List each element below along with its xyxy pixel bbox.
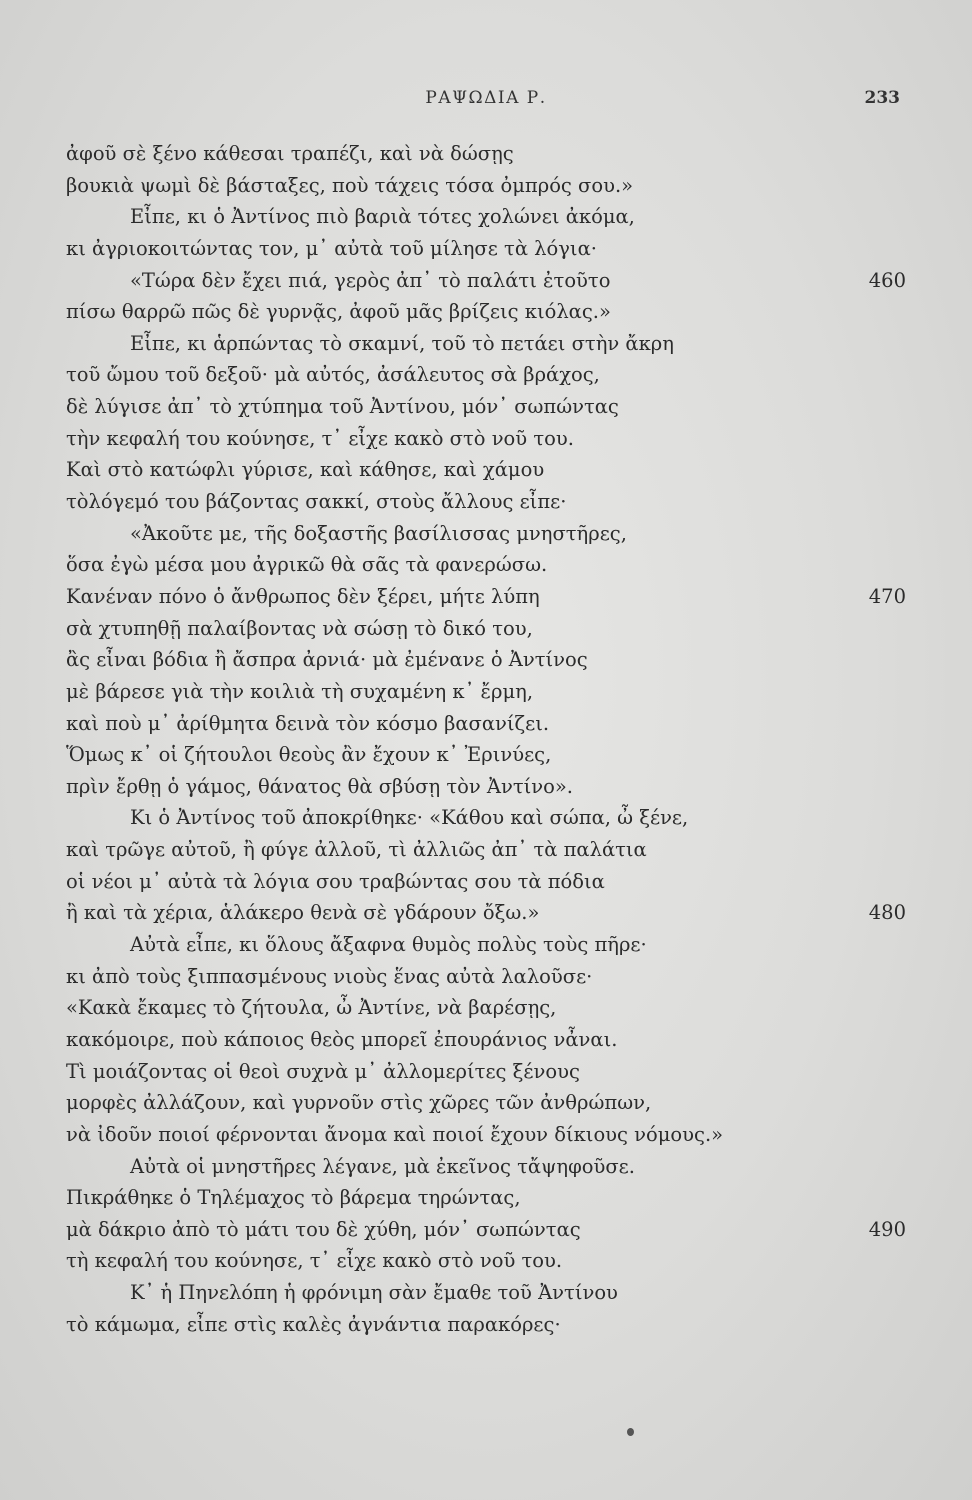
verse-text: ὅσα ἐγὼ μέσα μου ἀγρικῶ θὰ σᾶς τὰ φανερώσω.	[66, 553, 548, 577]
verse-text: τὸλόγεμό του βάζοντας σακκί, στοὺς ἄλλους εἶπε·	[66, 490, 567, 514]
verse-text: νὰ ἰδοῦν ποιοί φέρνονται ἄνομα καὶ ποιοί ἔχουν δίκιους νόμους.»	[66, 1122, 724, 1146]
verse-block	[66, 138, 906, 1340]
verse-line	[66, 1277, 906, 1309]
verse-text: Εἶπε, κι ἁρπώντας τὸ σκαμνί, τοῦ τὸ πετάει στὴν ἄκρη	[130, 331, 674, 355]
line-number: 480	[868, 901, 906, 925]
verse-line	[66, 233, 906, 265]
verse-line	[66, 138, 906, 170]
verse-line	[66, 549, 906, 581]
verse-text: Ὅμως κ᾽ οἱ ζήτουλοι θεοὺς ἂν ἔχουν κ᾽ Ἐρινύες,	[66, 743, 552, 767]
verse-line	[66, 1309, 906, 1341]
verse-line	[66, 802, 906, 834]
verse-text: σὰ χτυπηθῇ παλαίβοντας νὰ σώσῃ τὸ δικό του,	[66, 616, 533, 640]
verse-text: Τὶ μοιάζοντας οἱ θεοὶ συχνὰ μ᾽ ἀλλομερίτες ξένους	[66, 1059, 580, 1083]
verse-line	[66, 771, 906, 803]
verse-text: Κι ὁ Ἀντίνος τοῦ ἀποκρίθηκε· «Κάθου καὶ σώπα, ὦ ξένε,	[130, 806, 689, 830]
verse-line	[66, 1056, 906, 1088]
verse-line	[66, 644, 906, 676]
line-number: 490	[868, 1217, 906, 1241]
verse-line	[66, 1214, 906, 1246]
verse-text: βουκιὰ ψωμὶ δὲ βάσταξες, ποὺ τάχεις τόσα ὀμπρός σου.»	[66, 173, 634, 197]
verse-line	[66, 581, 906, 613]
verse-text: κακόμοιρε, ποὺ κάποιος θεὸς μπορεῖ ἐπουράνιος νἆναι.	[66, 1027, 618, 1051]
verse-text: ἂς εἶναι βόδια ἢ ἄσπρα ἀρνιά· μὰ ἐμένανε ὁ Ἀντίνος	[66, 648, 588, 672]
verse-text: τοῦ ὤμου τοῦ δεξοῦ· μὰ αὐτός, ἀσάλευτος σὰ βράχος,	[66, 363, 600, 387]
verse-text: «Τώρα δὲν ἔχει πιά, γερὸς ἀπ᾽ τὸ παλάτι ἐτοῦτο	[130, 268, 611, 292]
verse-line	[66, 866, 906, 898]
verse-text: τὴν κεφαλή του κούνησε, τ᾽ εἶχε κακὸ στὸ νοῦ του.	[66, 426, 574, 450]
verse-text: κι ἀπὸ τοὺς ξιππασμένους νιοὺς ἕνας αὐτὰ λαλοῦσε·	[66, 964, 593, 988]
line-number: 470	[868, 584, 906, 608]
verse-line	[66, 961, 906, 993]
verse-line	[66, 359, 906, 391]
verse-text: ἀφοῦ σὲ ξένο κάθεσαι τραπέζι, καὶ νὰ δώσῃς	[66, 142, 514, 165]
verse-text: κι ἀγριοκοιτώντας τον, μ᾽ αὐτὰ τοῦ μίλησε τὰ λόγια·	[66, 236, 597, 260]
verse-line	[66, 265, 906, 297]
verse-line	[66, 328, 906, 360]
verse-line	[66, 708, 906, 740]
verse-line	[66, 929, 906, 961]
verse-text: μὰ δάκριο ἀπὸ τὸ μάτι του δὲ χύθη, μόν᾽ σωπώντας	[66, 1217, 581, 1241]
verse-text: Καὶ στὸ κατώφλι γύρισε, καὶ κάθησε, καὶ χάμου	[66, 458, 545, 482]
verse-text: τὸ κάμωμα, εἶπε στὶς καλὲς ἀγνάντια παρακόρες·	[66, 1312, 561, 1336]
verse-line	[66, 391, 906, 423]
verse-text: τὴ κεφαλή του κούνησε, τ᾽ εἶχε κακὸ στὸ νοῦ του.	[66, 1249, 563, 1273]
verse-text: Κανέναν πόνο ὁ ἄνθρωπος δὲν ξέρει, μήτε λύπη	[66, 584, 540, 608]
verse-text: καὶ τρῶγε αὐτοῦ, ἢ φύγε ἀλλοῦ, τὶ ἀλλιῶς ἀπ᾽ τὰ παλάτια	[66, 838, 647, 862]
verse-text: πίσω θαρρῶ πῶς δὲ γυρνᾷς, ἀφοῦ μᾶς βρίζεις κιόλας.»	[66, 300, 611, 324]
verse-line	[66, 1087, 906, 1119]
verse-line	[66, 992, 906, 1024]
ink-dot	[627, 1428, 634, 1436]
verse-line	[66, 834, 906, 866]
verse-line	[66, 518, 906, 550]
verse-text: μορφὲς ἀλλάζουν, καὶ γυρνοῦν στὶς χῶρες τῶν ἀνθρώπων,	[66, 1091, 652, 1115]
verse-line	[66, 201, 906, 233]
verse-text: «Κακὰ ἔκαμες τὸ ζήτουλα, ὦ Ἀντίνε, νὰ βαρέσῃς,	[66, 996, 557, 1020]
verse-line	[66, 423, 906, 455]
verse-text: πρὶν ἔρθῃ ὁ γάμος, θάνατος θὰ σβύσῃ τὸν Ἀντίνο».	[66, 774, 574, 798]
page-number: 233	[864, 88, 900, 108]
verse-line	[66, 170, 906, 202]
verse-line	[66, 613, 906, 645]
verse-text: καὶ ποὺ μ᾽ ἀρίθμητα δεινὰ τὸν κόσμο βασανίζει.	[66, 711, 550, 735]
verse-text: Αὐτὰ εἶπε, κι ὅλους ἄξαφνα θυμὸς πολὺς τοὺς πῆρε·	[130, 933, 647, 957]
line-number: 460	[868, 268, 906, 292]
verse-text: οἱ νέοι μ᾽ αὐτὰ τὰ λόγια σου τραβώντας σου τὰ πόδια	[66, 869, 605, 893]
verse-text: Πικράθηκε ὁ Τηλέμαχος τὸ βάρεμα τηρώντας,	[66, 1186, 521, 1210]
verse-line	[66, 486, 906, 518]
verse-text: «Ἀκοῦτε με, τῆς δοξαστῆς βασίλισσας μνηστῆρες,	[130, 521, 627, 545]
verse-line	[66, 676, 906, 708]
verse-line	[66, 1151, 906, 1183]
running-header: ΡΑΨΩΔΙΑ Ρ.	[425, 88, 547, 108]
verse-text: δὲ λύγισε ἀπ᾽ τὸ χτύπημα τοῦ Ἀντίνου, μόν᾽ σωπώντας	[66, 395, 619, 419]
verse-line	[66, 296, 906, 328]
verse-line	[66, 1119, 906, 1151]
verse-text: μὲ βάρεσε γιὰ τὴν κοιλιὰ τὴ συχαμένη κ᾽ ἔρμη,	[66, 679, 534, 703]
verse-text: ἢ καὶ τὰ χέρια, ἁλάκερο θενὰ σὲ γδάρουν ὄξω.»	[66, 901, 540, 925]
verse-line	[66, 1024, 906, 1056]
verse-line	[66, 1245, 906, 1277]
verse-line	[66, 739, 906, 771]
verse-text: Εἶπε, κι ὁ Ἀντίνος πιὸ βαριὰ τότες χολώνει ἀκόμα,	[130, 205, 635, 229]
verse-text: Αὐτὰ οἱ μνηστῆρες λέγανε, μὰ ἐκεῖνος τἄψηφοῦσε.	[130, 1154, 635, 1178]
verse-line	[66, 454, 906, 486]
verse-line	[66, 897, 906, 929]
verse-text: Κ᾽ ἡ Πηνελόπη ἡ φρόνιμη σὰν ἔμαθε τοῦ Ἀντίνου	[130, 1281, 618, 1305]
verse-line	[66, 1182, 906, 1214]
